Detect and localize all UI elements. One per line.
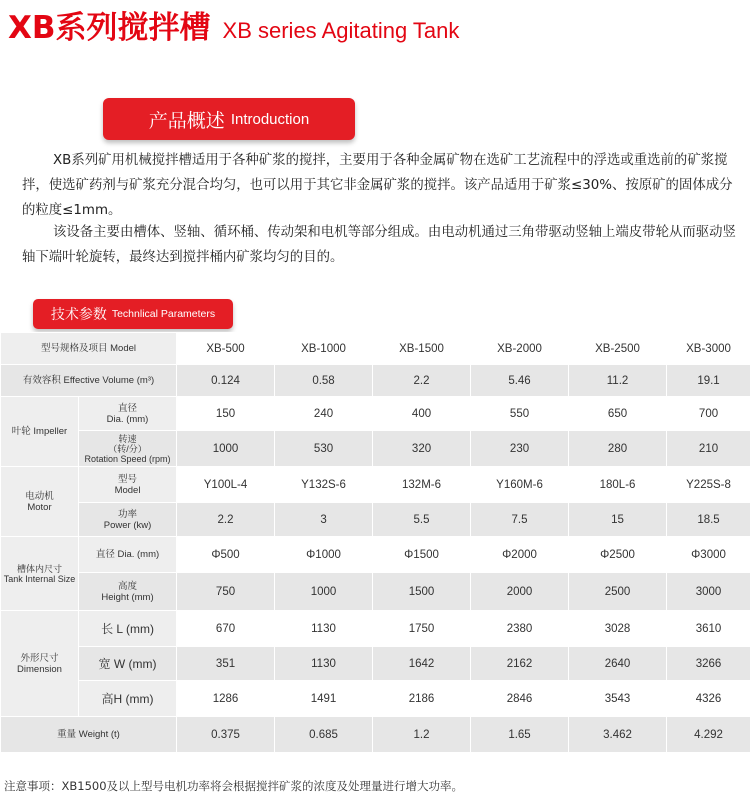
table-row-dim-length bbox=[1, 611, 750, 647]
impeller-dia-cell: 650 bbox=[569, 397, 667, 431]
header-label: 型号规格及项目 Model bbox=[1, 333, 177, 365]
model-cell: XB-2500 bbox=[569, 333, 667, 365]
tank-height-cell: 2000 bbox=[471, 573, 569, 611]
motor-power-cell: 5.5 bbox=[373, 503, 471, 537]
tank-dia-cell: Φ1500 bbox=[373, 537, 471, 573]
dim-width-cell: 2640 bbox=[569, 647, 667, 681]
dim-width-cell: 1642 bbox=[373, 647, 471, 681]
dim-length-cell: 1130 bbox=[275, 611, 373, 647]
impeller-dia-cell: 150 bbox=[177, 397, 275, 431]
tank-height-label: 高度 Height (mm) bbox=[79, 573, 177, 611]
dim-height-cell: 4326 bbox=[667, 681, 750, 717]
introduction-badge-en: Introduction bbox=[230, 110, 310, 128]
model-cell: XB-2000 bbox=[471, 333, 569, 365]
impeller-speed-cell: 230 bbox=[471, 431, 569, 467]
intro-paragraph-1: XB系列矿用机械搅拌槽适用于各种矿浆的搅拌，主要用于各种金属矿物在选矿工艺流程中的浮选或重选前的矿浆搅拌，使选矿药剂与矿浆充分混合均匀，也可以用于其它非金属矿浆的搅拌。该产品适用于矿浆≤30%、按原矿的固体成分的粒度≤1mm。 bbox=[22, 153, 733, 218]
impeller-dia-cell: 400 bbox=[373, 397, 471, 431]
model-cell: XB-1000 bbox=[275, 333, 373, 365]
impeller-group-label: 叶轮 Impeller bbox=[1, 397, 79, 467]
weight-cell: 4.292 bbox=[667, 717, 750, 753]
dim-length-label: 长 L (mm) bbox=[79, 611, 177, 647]
volume-cell: 0.124 bbox=[177, 365, 275, 397]
table-row-impeller-dia bbox=[1, 397, 750, 431]
volume-cell: 19.1 bbox=[667, 365, 750, 397]
impeller-dia-cell: 700 bbox=[667, 397, 750, 431]
tank-group-label: 槽体内尺寸 Tank Internal Size bbox=[1, 537, 79, 611]
tank-dia-cell: Φ3000 bbox=[667, 537, 750, 573]
motor-group-label: 电动机 Motor bbox=[1, 467, 79, 537]
title-chinese: XB系列搅拌槽 bbox=[8, 10, 211, 46]
introduction-badge bbox=[103, 98, 355, 140]
tank-dia-cell: Φ2000 bbox=[471, 537, 569, 573]
motor-power-cell: 3 bbox=[275, 503, 373, 537]
volume-cell: 0.58 bbox=[275, 365, 373, 397]
motor-model-cell: Y160M-6 bbox=[471, 467, 569, 503]
dim-width-cell: 2162 bbox=[471, 647, 569, 681]
impeller-speed-cell: 1000 bbox=[177, 431, 275, 467]
table-row-header bbox=[1, 333, 750, 365]
impeller-speed-cell: 210 bbox=[667, 431, 750, 467]
weight-cell: 0.375 bbox=[177, 717, 275, 753]
motor-model-cell: Y132S-6 bbox=[275, 467, 373, 503]
motor-power-label: 功率 Power (kw) bbox=[79, 503, 177, 537]
table-row-tank-dia bbox=[1, 537, 750, 573]
motor-model-cell: Y100L-4 bbox=[177, 467, 275, 503]
model-cell: XB-500 bbox=[177, 333, 275, 365]
tech-badge-cn: 技术参数 bbox=[50, 307, 107, 323]
table-row-impeller-speed bbox=[1, 431, 750, 467]
impeller-dia-cell: 240 bbox=[275, 397, 373, 431]
intro-paragraph-2: 该设备主要由槽体、竖轴、循环桶、传动架和电机等部分组成。由电动机通过三角带驱动竖轴上端皮带轮从而驱动竖轴下端叶轮旋转，最终达到搅拌桶内矿浆均匀的目的。 bbox=[22, 225, 736, 265]
dim-length-cell: 670 bbox=[177, 611, 275, 647]
dimension-group-label: 外形尺寸 Dimension bbox=[1, 611, 79, 717]
volume-cell: 11.2 bbox=[569, 365, 667, 397]
model-cell: XB-1500 bbox=[373, 333, 471, 365]
motor-power-cell: 18.5 bbox=[667, 503, 750, 537]
dim-width-cell: 3266 bbox=[667, 647, 750, 681]
motor-model-label: 型号 Model bbox=[79, 467, 177, 503]
page-title bbox=[8, 2, 460, 46]
volume-cell: 2.2 bbox=[373, 365, 471, 397]
motor-power-cell: 7.5 bbox=[471, 503, 569, 537]
dim-height-cell: 1491 bbox=[275, 681, 373, 717]
dim-width-cell: 1130 bbox=[275, 647, 373, 681]
dim-length-cell: 3028 bbox=[569, 611, 667, 647]
tank-dia-label: 直径 Dia. (mm) bbox=[79, 537, 177, 573]
footnote: 注意事项：XB1500及以上型号电机功率将会根据搅拌矿浆的浓度及处理量进行增大功率。 bbox=[4, 779, 464, 793]
impeller-speed-cell: 320 bbox=[373, 431, 471, 467]
model-cell: XB-3000 bbox=[667, 333, 750, 365]
tech-params-badge bbox=[33, 299, 233, 329]
tank-height-cell: 750 bbox=[177, 573, 275, 611]
tech-params-table bbox=[0, 332, 750, 753]
table-row-motor-model bbox=[1, 467, 750, 503]
tech-badge-en: Technlical Parameters bbox=[111, 308, 216, 320]
volume-cell: 5.46 bbox=[471, 365, 569, 397]
table-row-motor-power bbox=[1, 503, 750, 537]
dim-height-cell: 2846 bbox=[471, 681, 569, 717]
weight-label: 重量 Weight (t) bbox=[1, 717, 177, 753]
table-row-dim-height bbox=[1, 681, 750, 717]
tank-dia-cell: Φ1000 bbox=[275, 537, 373, 573]
dim-height-cell: 1286 bbox=[177, 681, 275, 717]
tank-dia-cell: Φ2500 bbox=[569, 537, 667, 573]
motor-power-cell: 15 bbox=[569, 503, 667, 537]
dim-width-label: 宽 W (mm) bbox=[79, 647, 177, 681]
dim-length-cell: 1750 bbox=[373, 611, 471, 647]
dim-length-cell: 3610 bbox=[667, 611, 750, 647]
impeller-dia-cell: 550 bbox=[471, 397, 569, 431]
tank-height-cell: 1000 bbox=[275, 573, 373, 611]
dim-length-cell: 2380 bbox=[471, 611, 569, 647]
table-row-dim-width bbox=[1, 647, 750, 681]
dim-height-cell: 3543 bbox=[569, 681, 667, 717]
tank-height-cell: 3000 bbox=[667, 573, 750, 611]
impeller-speed-cell: 280 bbox=[569, 431, 667, 467]
tank-dia-cell: Φ500 bbox=[177, 537, 275, 573]
motor-power-cell: 2.2 bbox=[177, 503, 275, 537]
dim-height-label: 高H (mm) bbox=[79, 681, 177, 717]
motor-model-cell: 180L-6 bbox=[569, 467, 667, 503]
motor-model-cell: Y225S-8 bbox=[667, 467, 750, 503]
motor-model-cell: 132M-6 bbox=[373, 467, 471, 503]
weight-cell: 0.685 bbox=[275, 717, 373, 753]
impeller-dia-label: 直径 Dia. (mm) bbox=[79, 397, 177, 431]
dim-height-cell: 2186 bbox=[373, 681, 471, 717]
impeller-speed-label: 转速 （转/分） Rotation Speed (rpm) bbox=[79, 431, 177, 467]
weight-cell: 1.65 bbox=[471, 717, 569, 753]
table-row-tank-height bbox=[1, 573, 750, 611]
impeller-speed-cell: 530 bbox=[275, 431, 373, 467]
tank-height-cell: 2500 bbox=[569, 573, 667, 611]
volume-label: 有效容积 Effective Volume (m³) bbox=[1, 365, 177, 397]
dim-width-cell: 351 bbox=[177, 647, 275, 681]
introduction-badge-cn: 产品概述 bbox=[148, 109, 225, 132]
title-english: XB series Agitating Tank bbox=[222, 18, 460, 43]
tank-height-cell: 1500 bbox=[373, 573, 471, 611]
table-row-weight bbox=[1, 717, 750, 753]
weight-cell: 1.2 bbox=[373, 717, 471, 753]
weight-cell: 3.462 bbox=[569, 717, 667, 753]
table-row-volume bbox=[1, 365, 750, 397]
